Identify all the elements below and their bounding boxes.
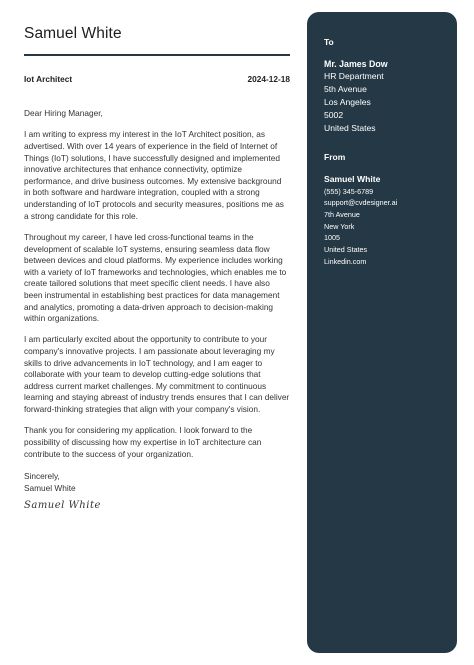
letter-body bbox=[24, 108, 290, 512]
closing-block bbox=[24, 470, 290, 512]
sender-city: New York bbox=[324, 221, 355, 231]
contact-sidebar bbox=[307, 12, 457, 653]
recipient-country: United States bbox=[324, 122, 376, 133]
sender-phone: (555) 345-6789 bbox=[324, 186, 374, 196]
recipient-department: HR Department bbox=[324, 71, 384, 81]
recipient-city: Los Angeles bbox=[324, 96, 371, 107]
to-heading: To bbox=[324, 37, 334, 47]
recipient-name: Mr. James Dow bbox=[324, 59, 388, 69]
sender-email: support@cvdesigner.ai bbox=[324, 198, 398, 208]
job-title: Iot Architect bbox=[24, 74, 73, 84]
closing-salutation: Sincerely, bbox=[24, 471, 60, 482]
paragraph-2: Throughout my career, I have led cross-functional teams in the development of scalable IoT systems, ensuring seamless data flow between devices and cloud platforms. My experience includes working with a variety of IoT frameworks and technologies, which enables me to create tailored solutions that meet specific client needs. I have also been instrumental in establishing best practices for data management and analytics, promoting a data-driven approach to decision-making within organizations. bbox=[24, 231, 287, 324]
applicant-name: Samuel White bbox=[24, 25, 122, 42]
recipient-street: 5th Avenue bbox=[324, 83, 367, 94]
letter-date: 2024-12-18 bbox=[247, 74, 290, 84]
paragraph-3: I am particularly excited about the opportunity to contribute to your company's innovative projects. I am passionate about leveraging my skills to drive advancements in IoT technology, and I am eager to collaborate with your team to develop cutting-edge solutions that address current market challenges. My commitment to continuous learning and staying abreast of industry trends ensures that I can deliver forward-thinking strategies that align with your company's vision. bbox=[24, 334, 290, 415]
sender-block bbox=[324, 152, 449, 268]
recipient-postcode: 5002 bbox=[324, 109, 344, 120]
sender-name: Samuel White bbox=[324, 173, 381, 184]
sidebar-content bbox=[324, 37, 449, 267]
sender-street: 7th Avenue bbox=[324, 209, 360, 219]
sender-postcode: 1005 bbox=[324, 233, 340, 243]
meta-row bbox=[24, 74, 290, 84]
from-heading: From bbox=[324, 151, 346, 162]
letter-main-column bbox=[24, 24, 290, 512]
paragraph-4: Thank you for considering my application. I look forward to the possibility of discussing how my expertise in IoT architecture can contribute to the success of your organization. bbox=[24, 425, 262, 459]
sender-country: United States bbox=[324, 245, 368, 255]
header-divider bbox=[24, 54, 290, 56]
signoff-name: Samuel White bbox=[24, 483, 76, 494]
paragraph-1: I am writing to express my interest in the IoT Architect position, as advertised. With over 14 years of experience in the field of Internet of Things (IoT) solutions, I have successfully designed and implemented innovative architectures that enhance connectivity, optimize performance, and drive business outcomes. My extensive background in both software and hardware integration, coupled with a strong understanding of IoT protocols and security measures, positions me as a strong candidate for this role. bbox=[24, 129, 284, 221]
sender-linkedin: Linkedin.com bbox=[324, 256, 367, 266]
handwritten-signature: Samuel White bbox=[24, 500, 101, 512]
greeting: Dear Hiring Manager, bbox=[24, 108, 103, 118]
